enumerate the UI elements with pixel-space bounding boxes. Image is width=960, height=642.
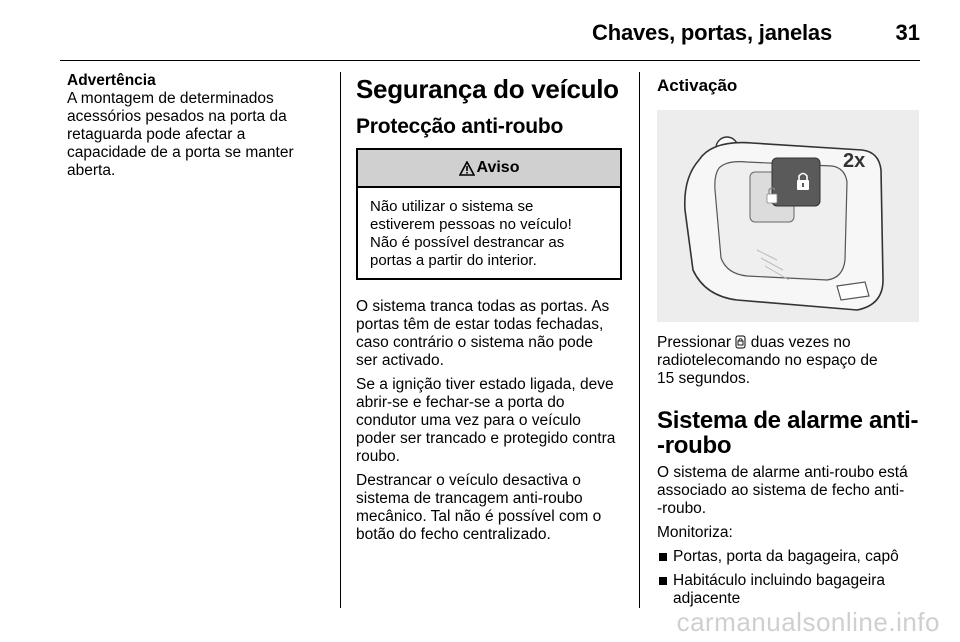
section-heading: Segurança do veículo <box>356 74 619 104</box>
monitor-list <box>657 548 922 608</box>
alarm-heading: Sistema de alarme anti- -roubo <box>657 407 919 459</box>
notice-title: Aviso <box>476 159 520 176</box>
activation-instructions: Pressionar duas vezes no radiotelecomando no espaço de 15 segundos. <box>657 334 878 387</box>
column-divider-2 <box>639 72 640 608</box>
list-item: Portas, porta da bagageira, capô <box>657 548 922 566</box>
notice-box <box>356 148 622 280</box>
activation-heading: Activação <box>657 76 738 95</box>
warning-text: A montagem de determinados acessórios pesados na porta da retaguarda pode afectar a capacidade de a porta se manter aberta. <box>67 90 294 179</box>
lock-button-icon <box>735 335 746 349</box>
alarm-description: O sistema de alarme anti-roubo está associado ao sistema de fecho anti- -roubo. <box>657 464 908 517</box>
warning-label: Advertência <box>67 72 156 89</box>
paragraph-1: O sistema tranca todas as portas. As portas têm de estar todas fechadas, caso contrário o sistema não pode ser activado. <box>356 298 610 369</box>
column-1 <box>67 72 327 180</box>
key-fob-drawing <box>657 110 919 322</box>
notice-header <box>358 150 620 188</box>
key-fob-illustration <box>657 110 919 322</box>
page-header-title: Chaves, portas, janelas <box>592 20 832 45</box>
column-divider-1 <box>340 72 341 608</box>
monitor-label: Monitoriza: <box>657 524 733 541</box>
column-2 <box>356 74 624 550</box>
notice-body: Não utilizar o sistema se estiverem pessoas no veículo! Não é possível destrancar as portas a partir do interior. <box>370 198 572 269</box>
list-item: Habitáculo incluindo bagageira adjacente <box>657 572 922 608</box>
bullet-square-icon <box>659 577 667 585</box>
bullet-square-icon <box>659 553 667 561</box>
watermark: carmanualsonline.info <box>676 607 940 637</box>
column-3 <box>657 72 922 614</box>
press-count-label: 2x <box>843 150 866 172</box>
paragraph-2: Se a ignição tiver estado ligada, deve abrir-se e fechar-se a porta do condutor uma vez para o veículo poder ser trancado e protegido contra roubo. <box>356 376 616 465</box>
warning-triangle-icon <box>459 161 475 176</box>
page-number: 31 <box>895 20 920 45</box>
header-rule <box>60 60 920 61</box>
paragraph-3: Destrancar o veículo desactiva o sistema de trancagem anti-roubo mecânico. Tal não é possível com o botão do fecho centralizado. <box>356 472 602 543</box>
subsection-heading: Protecção anti-roubo <box>356 115 564 138</box>
